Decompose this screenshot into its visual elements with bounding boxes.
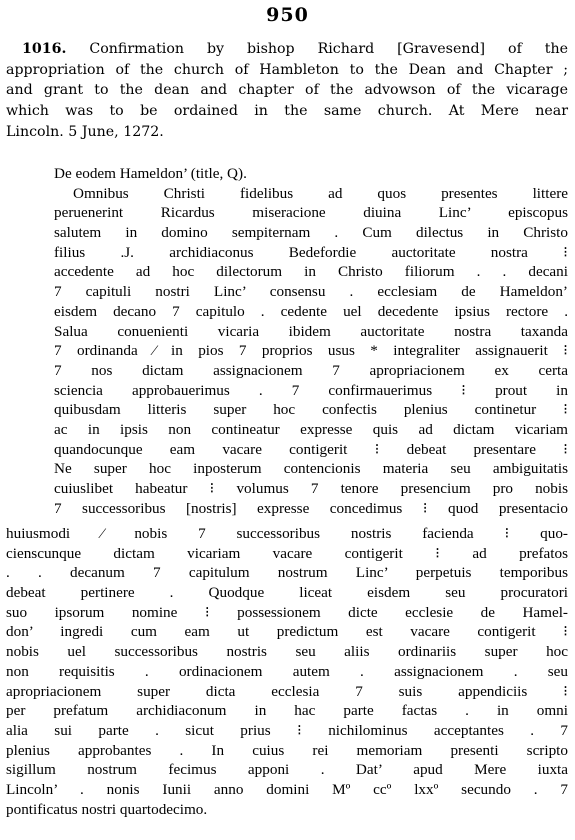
latin-line: alia sui parte . sicut prius ⁝ nichilominus acceptantes . 7 xyxy=(6,721,568,739)
latin-line: 7 nos dictam assignacionem 7 apropriacionem ex certa xyxy=(54,361,568,379)
latin-line: 7 ordinanda ⁄ in pios 7 proprios usus * integraliter assignauerit ⁝ xyxy=(54,342,568,360)
latin-line: nobis uel successoribus nostris seu aliis ordinariis super hoc xyxy=(6,643,568,661)
entry-summary-line: which was to be ordained in the same church. At Mere near xyxy=(6,103,568,120)
latin-line: Salua conuenienti vicaria ibidem auctoritate nostra taxanda xyxy=(54,322,568,340)
latin-line: apropriacionem super dicta ecclesia 7 suis appendiciis ⁝ xyxy=(6,682,568,700)
latin-line: quibusdam litteris super hoc confectis plenius continetur ⁝ xyxy=(54,401,568,419)
entry-summary-line: Lincoln. 5 June, 1272. xyxy=(6,123,164,140)
latin-charter-indented xyxy=(0,164,575,518)
latin-line: . . decanum 7 capitulum nostrum Linc’ perpetuis temporibus xyxy=(6,564,568,582)
entry-number: 1016. xyxy=(22,41,67,57)
latin-line: salutem in domino sempiternam . Cum dilectus in Christo xyxy=(54,224,568,242)
latin-line: non requisitis . ordinacionem autem . assignacionem . seu xyxy=(6,662,568,680)
page-number: 950 xyxy=(266,4,309,26)
latin-line: quandocunque eam vacare contigerit ⁝ debeat presentare ⁝ xyxy=(54,440,568,458)
latin-line: don’ ingredi cum eam ut predictum est vacare contigerit ⁝ xyxy=(6,623,568,641)
latin-line: 7 successoribus [nostris] expresse concedimus ⁝ quod presentacio xyxy=(54,499,568,517)
entry-summary-line: and grant to the dean and chapter of the advowson of the vicarage xyxy=(6,82,568,99)
latin-line: cuiuslibet habeatur ⁝ volumus 7 tenore presencium pro nobis xyxy=(54,480,568,497)
latin-line: suo ipsorum nomine ⁝ possessionem dicte ecclesie de Hamel- xyxy=(6,603,568,621)
latin-line: sigillum nostrum fecimus apponi . Dat’ apud Mere iuxta xyxy=(6,761,568,779)
latin-line: filius .J. archidiaconus Bedefordie auctoritate nostra ⁝ xyxy=(54,243,568,261)
latin-line: accedente ad hoc dilectorum in Christo filiorum . . decani xyxy=(54,263,568,281)
entry-summary-line xyxy=(6,39,568,60)
entry-summary-line: appropriation of the church of Hambleton to the Dean and Chapter ; xyxy=(6,61,568,78)
latin-line: Lincoln’ . nonis Iunii anno domini Mº ccº lxxº secundo . 7 xyxy=(6,780,568,798)
latin-line: sciencia approbauerimus . 7 confirmauerimus ⁝ prout in xyxy=(54,381,568,399)
entry-summary-text: Confirmation by bishop Richard [Gravesend] of the xyxy=(89,41,569,57)
latin-line: Omnibus Christi fidelibus ad quos presentes littere xyxy=(73,184,568,202)
latin-line: per prefatum archidiaconum in hac parte factas . in omni xyxy=(6,702,568,720)
latin-line: cienscunque dictam vicariam vacare contigerit ⁝ ad prefatos xyxy=(6,544,568,562)
latin-line: Ne super hoc inposterum contencionis materia seu ambiguitatis xyxy=(54,460,568,478)
calendar-entry xyxy=(6,39,568,142)
latin-line: pontificatus nostri quartodecimo. xyxy=(6,800,208,818)
latin-line: eisdem decano 7 capitulo . cedente uel decedente ipsius rectore . xyxy=(54,302,568,320)
latin-line: 7 capituli nostri Linc’ consensu . ecclesiam de Hameldon’ xyxy=(54,283,568,301)
latin-line: plenius approbantes . In cuius rei memoriam presenti scripto xyxy=(6,741,568,759)
latin-line: peruenerint Ricardus miseracione diuina Linc’ episcopus xyxy=(54,204,568,222)
latin-line: huiusmodi ⁄ nobis 7 successoribus nostris facienda ⁝ quo- xyxy=(6,525,568,542)
latin-line: ac in ipsis non contineatur expresse quis ad dictam vicariam xyxy=(54,420,568,438)
latin-charter-continuation xyxy=(0,524,575,819)
latin-title-line: De eodem Hameldon’ (title, Q). xyxy=(54,165,247,182)
latin-line: debeat pertinere . Quodque liceat eisdem seu procuratori xyxy=(6,584,568,602)
